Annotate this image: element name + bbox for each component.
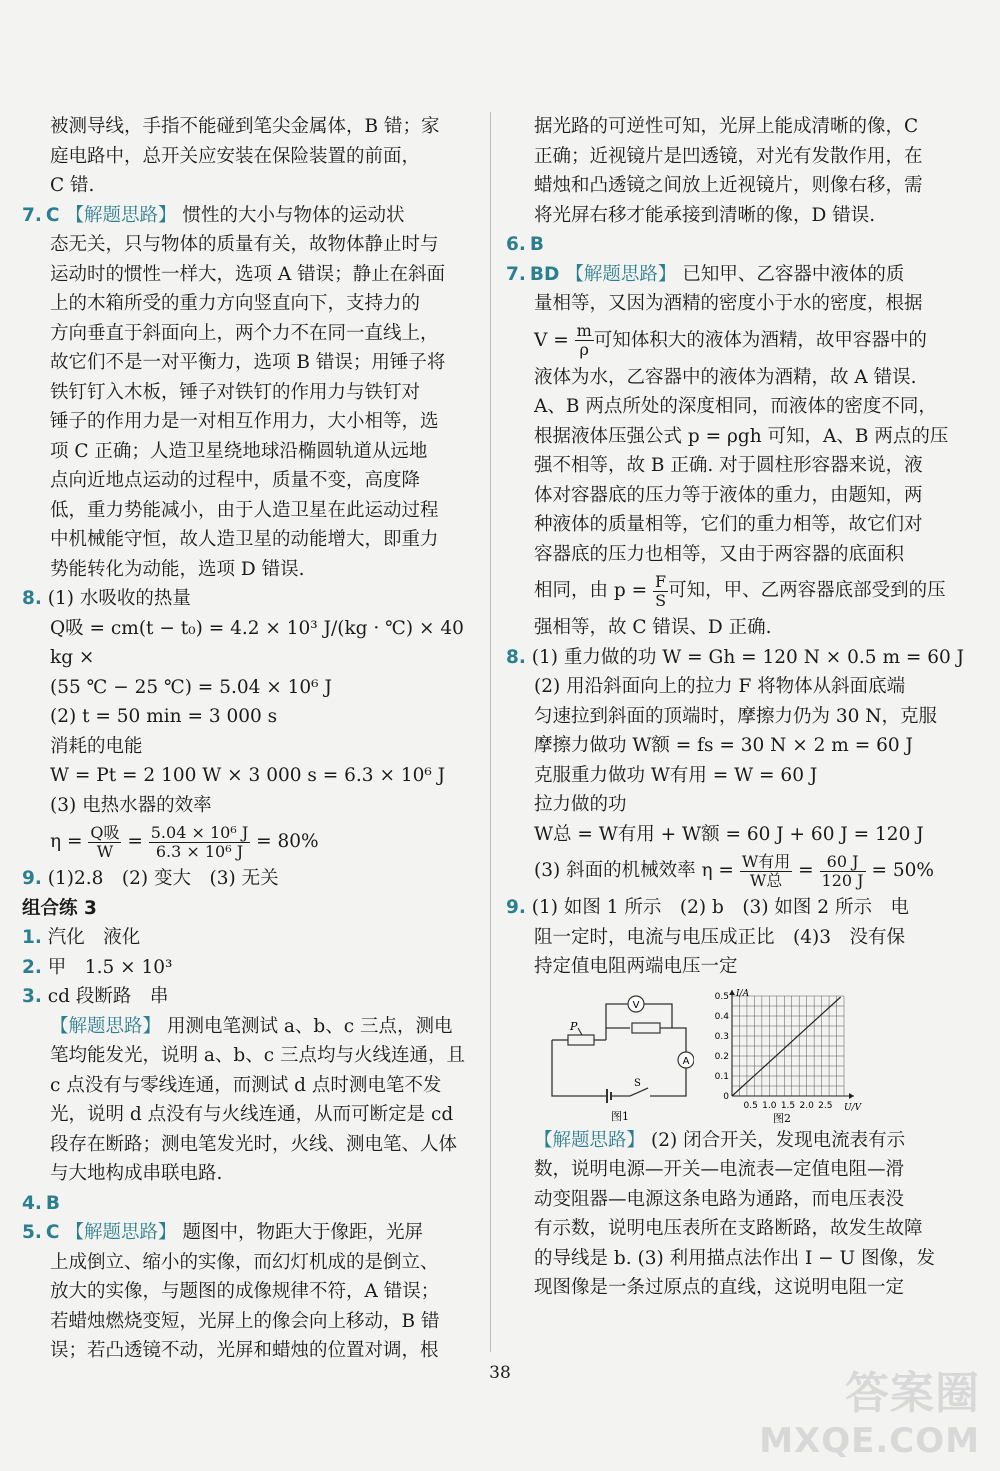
text-line: 拉力做的功 xyxy=(534,794,627,815)
numerator: W有用 xyxy=(741,851,791,871)
voltmeter-label: V xyxy=(632,999,640,1011)
text-line: 量相等，又因为酒精的密度小于水的密度，根据 xyxy=(534,293,923,314)
denominator: W总 xyxy=(749,870,783,890)
text-line: 可知，甲、乙两容器底部受到的压 xyxy=(668,580,946,601)
section-heading: 组合练 3 xyxy=(22,897,97,919)
text-line: 正确；近视镜片是凹透镜，对光有发散作用，在 xyxy=(534,145,923,167)
numerator: F xyxy=(655,571,667,591)
text-line: (3) 电热水器的效率 xyxy=(50,794,212,816)
text-line: 将光屏右移才能承接到清晰的像，D 错误. xyxy=(534,204,876,226)
formula-line: 摩擦力做功 W额 = fs = 30 N × 2 m = 60 J xyxy=(534,735,913,756)
question-number: 8. xyxy=(22,588,42,609)
text-line: 上成倒立、缩小的实像，而幻灯机成的是倒立、 xyxy=(50,1251,439,1273)
answer-letter: B xyxy=(529,234,545,255)
text-line: 段存在断路；测电笔发光时，火线、测电笔、人体 xyxy=(50,1133,458,1155)
watermark-url: MXQE.COM xyxy=(759,1421,980,1461)
y-tick-label: 0.5 xyxy=(714,991,729,1002)
formula-line: Q吸 = cm(t − t₀) = 4.2 × 10³ J/(kg · ℃) × 40 kg × xyxy=(50,617,464,668)
numerator: 60 J xyxy=(820,853,866,872)
numerator: Q吸 xyxy=(90,822,120,842)
volume-formula-line xyxy=(506,319,978,363)
y-tick-label: 0 xyxy=(723,1091,729,1102)
text-line: 汽化 液化 xyxy=(47,927,141,948)
y-tick-label: 0.1 xyxy=(714,1071,729,1082)
text-line: 故它们不是一对平衡力，选项 B 错误；用锤子将 xyxy=(50,352,446,373)
question-9 xyxy=(506,893,978,923)
text-line: 匀速拉到斜面的顶端时，摩擦力仍为 30 N，克服 xyxy=(534,705,937,727)
denominator: ρ xyxy=(579,340,589,359)
answer-letter: BD xyxy=(529,263,560,285)
denominator: 120 J xyxy=(821,870,864,890)
solution-tag: 【解题思路】 xyxy=(50,1015,162,1037)
answer-letter: C xyxy=(45,1222,60,1243)
text-line: 铁钉钉入木板，锤子对铁钉的作用力与铁钉对 xyxy=(50,381,421,403)
text-line: 消耗的电能 xyxy=(50,735,143,757)
question-9 xyxy=(22,864,474,894)
formula-lhs: V = xyxy=(534,329,569,351)
item-2 xyxy=(22,953,474,983)
denominator: W xyxy=(96,841,114,861)
question-7 xyxy=(22,201,474,231)
item-1 xyxy=(22,923,474,953)
rheostat-label: P xyxy=(570,1019,578,1033)
page-number: 38 xyxy=(489,1363,511,1383)
question-number: 9. xyxy=(22,868,42,889)
text-line: 可知体积大的液体为酒精，故甲容器中的 xyxy=(593,329,927,351)
denominator: S xyxy=(655,590,667,610)
question-number: 6. xyxy=(506,234,526,255)
iu-line xyxy=(732,997,841,1096)
text-line: 运动时的惯性一样大，选项 A 错误；静止在斜面 xyxy=(50,263,446,285)
numerator: m xyxy=(576,321,592,340)
formula-line: W = Pt = 2 100 W × 3 000 s = 6.3 × 10⁶ J xyxy=(50,765,446,786)
formula-line: W总 = W有用 + W额 = 60 J + 60 J = 120 J xyxy=(534,823,924,845)
y-axis-label: I/A xyxy=(736,988,750,999)
text-line: 强相等，故 C 错误、D 正确. xyxy=(534,617,772,638)
fraction xyxy=(740,853,792,890)
text-line: 势能转化为动能，选项 D 错误. xyxy=(50,558,305,580)
question-number: 3. xyxy=(22,986,42,1007)
ammeter-label: A xyxy=(682,1055,690,1067)
x-axis-label: U/V xyxy=(844,1102,862,1113)
solution-tag: 【解题思路】 xyxy=(534,1129,646,1151)
text-line: 已知甲、乙容器中液体的质 xyxy=(682,263,905,285)
formula-line: 克服重力做功 W有用 = W = 60 J xyxy=(534,764,818,786)
text-line: 现图像是一条过原点的直线，这说明电阻一定 xyxy=(534,1277,905,1298)
question-number: 1. xyxy=(22,927,42,948)
text-line: 方向垂直于斜面向上，两个力不在同一直线上， xyxy=(50,322,439,344)
text-line: 体对容器底的压力等于液体的重力，由题知，两 xyxy=(534,484,923,506)
formula-lhs: (3) 斜面的机械效率 η = xyxy=(534,860,734,881)
solution-tag: 【解题思路】 xyxy=(65,1222,177,1243)
text-line: 根据液体压强公式 p = ρgh 可知，A、B 两点的压 xyxy=(534,425,949,447)
text-line: 若蜡烛燃烧变短，光屏上的像会向上移动，B 错 xyxy=(50,1310,440,1332)
y-tick-label: 0.3 xyxy=(714,1031,729,1042)
numerator: 5.04 × 10⁶ J xyxy=(150,822,249,842)
text-line: 误；若凸透镜不动，光屏和蜡烛的位置对调，根 xyxy=(50,1340,439,1361)
efficiency-formula: (3) 斜面的机械效率 η = $\frac{\text{W有用}}{\text{W总}}$ = $\frac{60 J}{120 J}$ = 50% xyxy=(534,851,934,890)
text-line: 笔均能发光，说明 a、b、c 三点均与火线连通，且 xyxy=(50,1045,465,1066)
question-number: 4. xyxy=(22,1192,42,1214)
item-4 xyxy=(22,1189,474,1219)
question-6 xyxy=(506,230,978,260)
text-line: 中机械能守恒，故人造卫星的动能增大，即重力 xyxy=(50,529,439,550)
text-line: 题图中，物距大于像距，光屏 xyxy=(182,1222,424,1243)
x-tick-label: 0.5 xyxy=(743,1100,758,1111)
figure-caption: 图1 xyxy=(611,1109,629,1123)
text-line: 强不相等，故 B 正确. 对于圆柱形容器来说，液 xyxy=(534,455,923,476)
text-line: 上的木箱所受的重力方向竖直向下，支持力的 xyxy=(50,293,421,314)
text-line: 与大地构成串联电路. xyxy=(50,1163,223,1184)
text-line: 容器底的压力也相等，又由于两容器的底面积 xyxy=(534,543,905,565)
circuit-diagram xyxy=(544,988,694,1126)
column-divider xyxy=(490,112,491,1352)
text-line: cd 段断路 串 xyxy=(47,986,169,1007)
right-column xyxy=(506,112,978,1303)
text-line: (1)2.8 (2) 变大 (3) 无关 xyxy=(47,868,279,889)
text-line: (1) 水吸收的热量 xyxy=(47,588,191,609)
text-line: 持定值电阻两端电压一定 xyxy=(534,956,738,977)
solution-tag: 【解题思路】 xyxy=(65,204,177,226)
question-8 xyxy=(506,643,978,673)
y-tick-label: 0.2 xyxy=(714,1051,729,1062)
formula-line: (55 ℃ − 25 ℃) = 5.04 × 10⁶ J xyxy=(50,676,332,698)
answer-letter: B xyxy=(45,1192,61,1214)
x-tick-label: 2.5 xyxy=(818,1100,833,1111)
text-line: 被测导线，手指不能碰到笔尖金属体，B 错；家 xyxy=(50,116,440,137)
text-line: C 错. xyxy=(50,175,95,196)
figures xyxy=(506,986,978,1126)
efficiency-formula: η = $\frac{\text{Q吸}}{W}$ = $\frac{\text{5.04 × 10⁶ J}}{\text{6.3 × 10⁶ J}}$ = 80% xyxy=(50,822,319,861)
pressure-formula-line xyxy=(506,569,978,613)
text-line: 用测电笔测试 a、b、c 三点，测电 xyxy=(167,1015,453,1037)
text-line: 动变阻器—电源这条电路为通路，而电压表没 xyxy=(534,1188,905,1210)
question-number: 2. xyxy=(22,956,42,978)
iu-graph xyxy=(706,986,862,1126)
text-line: (1) 如图 1 所示 (2) b (3) 如图 2 所示 电 xyxy=(531,897,909,918)
text-line: 锤子的作用力是一对相互作用力，大小相等，选 xyxy=(50,411,439,432)
question-number: 5. xyxy=(22,1222,42,1243)
item-3 xyxy=(22,982,474,1012)
text-line xyxy=(22,1012,474,1042)
formula-lhs: 相同，由 p = xyxy=(534,580,648,601)
text-line: (2) 用沿斜面向上的拉力 F 将物体从斜面底端 xyxy=(534,676,906,697)
text-line: 数，说明电源—开关—电流表—定值电阻—滑 xyxy=(534,1159,905,1180)
text-line: 的导线是 b. (3) 利用描点法作出 I − U 图像，发 xyxy=(534,1247,935,1269)
x-tick-label: 1.5 xyxy=(780,1100,796,1111)
question-number: 9. xyxy=(506,897,526,918)
fraction xyxy=(149,824,250,861)
text-line: 有示数，说明电压表所在支路断路，故发生故障 xyxy=(534,1218,923,1239)
figure-caption: 图2 xyxy=(773,1111,791,1125)
question-7 xyxy=(506,260,978,290)
fraction xyxy=(575,322,594,359)
y-tick-label: 0.4 xyxy=(714,1011,729,1022)
text-line: 态无关，只与物体的质量有关，故物体静止时与 xyxy=(50,234,439,255)
switch-label: S xyxy=(634,1077,641,1089)
text-line: 项 C 正确；人造卫星绕地球沿椭圆轨道从远地 xyxy=(50,440,428,462)
text-line: c 点没有与零线连通，而测试 d 点时测电笔不发 xyxy=(50,1074,442,1096)
question-number: 7. xyxy=(22,204,42,226)
left-column xyxy=(22,112,474,1366)
text-line: 阻一定时，电流与电压成正比 (4)3 没有保 xyxy=(534,926,905,948)
answer-letter: C xyxy=(45,204,60,226)
question-number: 7. xyxy=(506,263,526,285)
formula-line: (1) 重力做的功 W = Gh = 120 N × 0.5 m = 60 J xyxy=(531,646,965,668)
item-5 xyxy=(22,1218,474,1248)
text-line: 甲 1.5 × 10³ xyxy=(47,956,173,978)
watermark-logo-text: 答案圈 xyxy=(845,1368,980,1419)
text-line: A、B 两点所处的深度相同，而液体的密度不同， xyxy=(534,396,937,417)
text-line: 放大的实像，与题图的成像规律不符，A 错误； xyxy=(50,1281,440,1302)
text-line: 低，重力势能减小，由于人造卫星在此运动过程 xyxy=(50,499,439,521)
solution-tag: 【解题思路】 xyxy=(565,263,677,285)
question-number: 8. xyxy=(506,646,526,668)
fraction xyxy=(820,853,866,890)
text-line: 据光路的可逆性可知，光屏上能成清晰的像，C xyxy=(534,116,919,137)
text-line: 点向近地点运动的过程中，质量不变，高度降 xyxy=(50,470,421,491)
text-line: 蜡烛和凸透镜之间放上近视镜片，则像右移，需 xyxy=(534,175,923,196)
fraction xyxy=(88,824,121,861)
formula-line: (2) t = 50 min = 3 000 s xyxy=(50,706,278,727)
text-line xyxy=(506,1126,978,1156)
denominator: 6.3 × 10⁶ J xyxy=(155,841,244,861)
text-line: (2) 闭合开关，发现电流表有示 xyxy=(651,1129,906,1151)
x-tick-label: 1.0 xyxy=(762,1100,777,1111)
formula-result: = 50% xyxy=(871,860,934,881)
text-line: 液体为水，乙容器中的液体为酒精，故 A 错误. xyxy=(534,366,917,388)
formula-result: = 80% xyxy=(256,831,319,852)
text-line: 庭电路中，总开关应安装在保险装置的前面， xyxy=(50,145,421,167)
text-line: 惯性的大小与物体的运动状 xyxy=(182,204,405,226)
question-8 xyxy=(22,584,474,614)
formula-lhs: η = xyxy=(50,831,83,852)
watermark xyxy=(759,1357,980,1461)
text-line: 种液体的质量相等，它们的重力相等，故它们对 xyxy=(534,514,923,535)
text-line: 光，说明 d 点没有与火线连通，从而可断定是 cd xyxy=(50,1104,454,1125)
x-tick-label: 2.0 xyxy=(799,1100,814,1111)
fraction xyxy=(653,573,668,610)
